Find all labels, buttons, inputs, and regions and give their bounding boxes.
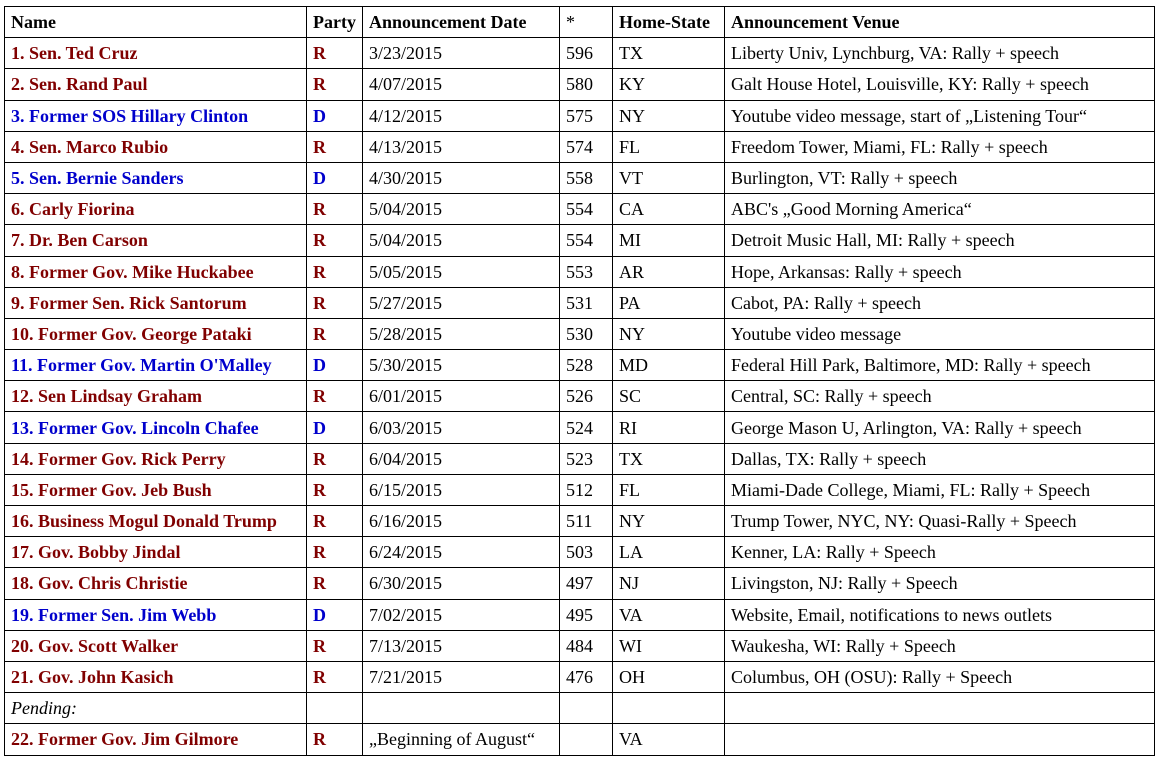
party-badge: R: [307, 474, 363, 505]
table-row: [5, 443, 1155, 474]
candidate-name: 20. Gov. Scott Walker: [5, 630, 307, 661]
announcement-venue: Trump Tower, NYC, NY: Quasi-Rally + Speech: [725, 506, 1155, 537]
days-count: 503: [560, 537, 613, 568]
days-count: 596: [560, 38, 613, 69]
party-badge: R: [307, 225, 363, 256]
announcement-date: 4/07/2015: [363, 69, 560, 100]
party-badge: R: [307, 630, 363, 661]
days-count: 476: [560, 661, 613, 692]
header-state: Home-State: [613, 7, 725, 38]
party-badge: R: [307, 568, 363, 599]
candidate-name: 17. Gov. Bobby Jindal: [5, 537, 307, 568]
announcement-venue: George Mason U, Arlington, VA: Rally + speech: [725, 412, 1155, 443]
table-row: [5, 412, 1155, 443]
announcement-venue: Hope, Arkansas: Rally + speech: [725, 256, 1155, 287]
days-count: 530: [560, 318, 613, 349]
candidate-name: 21. Gov. John Kasich: [5, 661, 307, 692]
candidate-name: 11. Former Gov. Martin O'Malley: [5, 350, 307, 381]
header-row: [5, 7, 1155, 38]
home-state: MI: [613, 225, 725, 256]
announcement-date: 6/04/2015: [363, 443, 560, 474]
table-row: [5, 568, 1155, 599]
announcement-date: 4/12/2015: [363, 100, 560, 131]
days-count: 580: [560, 69, 613, 100]
announcement-venue: Cabot, PA: Rally + speech: [725, 287, 1155, 318]
empty-cell: [725, 693, 1155, 724]
announcement-venue: Federal Hill Park, Baltimore, MD: Rally + speech: [725, 350, 1155, 381]
party-badge: R: [307, 287, 363, 318]
days-count: 524: [560, 412, 613, 443]
party-badge: R: [307, 69, 363, 100]
empty-cell: [560, 693, 613, 724]
table-row: [5, 69, 1155, 100]
home-state: SC: [613, 381, 725, 412]
table-row: [5, 506, 1155, 537]
home-state: MD: [613, 350, 725, 381]
table-row: [5, 38, 1155, 69]
party-badge: D: [307, 162, 363, 193]
candidate-name: 8. Former Gov. Mike Huckabee: [5, 256, 307, 287]
party-badge: R: [307, 724, 363, 755]
announcement-date: 6/24/2015: [363, 537, 560, 568]
candidate-name: 6. Carly Fiorina: [5, 194, 307, 225]
days-count: 554: [560, 194, 613, 225]
header-party: Party: [307, 7, 363, 38]
empty-cell: [307, 693, 363, 724]
home-state: TX: [613, 443, 725, 474]
empty-cell: [363, 693, 560, 724]
header-name: Name: [5, 7, 307, 38]
announcement-venue: Waukesha, WI: Rally + Speech: [725, 630, 1155, 661]
party-badge: R: [307, 131, 363, 162]
days-count: 554: [560, 225, 613, 256]
announcement-venue: Detroit Music Hall, MI: Rally + speech: [725, 225, 1155, 256]
table-row: [5, 537, 1155, 568]
home-state: PA: [613, 287, 725, 318]
candidate-name: 10. Former Gov. George Pataki: [5, 318, 307, 349]
candidate-name: 2. Sen. Rand Paul: [5, 69, 307, 100]
table-row: [5, 225, 1155, 256]
candidates-table: [4, 6, 1155, 756]
days-count: 526: [560, 381, 613, 412]
header-days: *: [560, 7, 613, 38]
pending-row: [5, 693, 1155, 724]
candidate-name: 7. Dr. Ben Carson: [5, 225, 307, 256]
days-count: 528: [560, 350, 613, 381]
announcement-venue: Burlington, VT: Rally + speech: [725, 162, 1155, 193]
header-venue: Announcement Venue: [725, 7, 1155, 38]
candidate-name: 13. Former Gov. Lincoln Chafee: [5, 412, 307, 443]
header-date: Announcement Date: [363, 7, 560, 38]
days-count: 511: [560, 506, 613, 537]
announcement-venue: Livingston, NJ: Rally + Speech: [725, 568, 1155, 599]
announcement-date: 7/21/2015: [363, 661, 560, 692]
party-badge: R: [307, 256, 363, 287]
announcement-date: 6/16/2015: [363, 506, 560, 537]
announcement-venue: Youtube video message: [725, 318, 1155, 349]
home-state: FL: [613, 474, 725, 505]
table-row: [5, 630, 1155, 661]
announcement-date: 5/30/2015: [363, 350, 560, 381]
announcement-venue: Galt House Hotel, Louisville, KY: Rally + speech: [725, 69, 1155, 100]
announcement-venue: Columbus, OH (OSU): Rally + Speech: [725, 661, 1155, 692]
party-badge: R: [307, 661, 363, 692]
announcement-date: 6/30/2015: [363, 568, 560, 599]
home-state: NY: [613, 100, 725, 131]
table-row: [5, 162, 1155, 193]
table-row: [5, 256, 1155, 287]
party-badge: R: [307, 443, 363, 474]
candidate-name: 15. Former Gov. Jeb Bush: [5, 474, 307, 505]
candidate-name: 3. Former SOS Hillary Clinton: [5, 100, 307, 131]
days-count: 484: [560, 630, 613, 661]
candidate-name: 14. Former Gov. Rick Perry: [5, 443, 307, 474]
candidate-name: 19. Former Sen. Jim Webb: [5, 599, 307, 630]
announcement-date: 5/05/2015: [363, 256, 560, 287]
pending-label: Pending:: [5, 693, 307, 724]
home-state: CA: [613, 194, 725, 225]
home-state: RI: [613, 412, 725, 443]
announcement-venue: [725, 724, 1155, 755]
candidate-name: 16. Business Mogul Donald Trump: [5, 506, 307, 537]
announcement-date: 4/30/2015: [363, 162, 560, 193]
table-row: [5, 381, 1155, 412]
announcement-date: 6/01/2015: [363, 381, 560, 412]
announcement-venue: Website, Email, notifications to news outlets: [725, 599, 1155, 630]
announcement-date: 6/15/2015: [363, 474, 560, 505]
announcement-date: 5/27/2015: [363, 287, 560, 318]
party-badge: R: [307, 194, 363, 225]
days-count: [560, 724, 613, 755]
table-row: [5, 287, 1155, 318]
days-count: 558: [560, 162, 613, 193]
announcement-venue: Kenner, LA: Rally + Speech: [725, 537, 1155, 568]
party-badge: D: [307, 412, 363, 443]
days-count: 575: [560, 100, 613, 131]
empty-cell: [613, 693, 725, 724]
table-row: [5, 599, 1155, 630]
home-state: TX: [613, 38, 725, 69]
announcement-date: 7/13/2015: [363, 630, 560, 661]
table-row: [5, 100, 1155, 131]
table-row: [5, 350, 1155, 381]
announcement-venue: Dallas, TX: Rally + speech: [725, 443, 1155, 474]
announcement-date: 5/04/2015: [363, 225, 560, 256]
party-badge: D: [307, 599, 363, 630]
home-state: VT: [613, 162, 725, 193]
party-badge: R: [307, 537, 363, 568]
home-state: OH: [613, 661, 725, 692]
announcement-venue: Youtube video message, start of „Listening Tour“: [725, 100, 1155, 131]
days-count: 497: [560, 568, 613, 599]
announcement-date: 7/02/2015: [363, 599, 560, 630]
days-count: 523: [560, 443, 613, 474]
table-row: [5, 318, 1155, 349]
party-badge: D: [307, 350, 363, 381]
candidate-name: 9. Former Sen. Rick Santorum: [5, 287, 307, 318]
announcement-date: 6/03/2015: [363, 412, 560, 443]
announcement-date: 3/23/2015: [363, 38, 560, 69]
announcement-date: 4/13/2015: [363, 131, 560, 162]
party-badge: D: [307, 100, 363, 131]
days-count: 553: [560, 256, 613, 287]
announcement-venue: Freedom Tower, Miami, FL: Rally + speech: [725, 131, 1155, 162]
home-state: NY: [613, 506, 725, 537]
announcement-date: 5/04/2015: [363, 194, 560, 225]
home-state: FL: [613, 131, 725, 162]
announcement-venue: ABC's „Good Morning America“: [725, 194, 1155, 225]
days-count: 495: [560, 599, 613, 630]
candidate-name: 1. Sen. Ted Cruz: [5, 38, 307, 69]
home-state: VA: [613, 599, 725, 630]
table-row: [5, 194, 1155, 225]
home-state: WI: [613, 630, 725, 661]
home-state: VA: [613, 724, 725, 755]
days-count: 512: [560, 474, 613, 505]
announcement-venue: Liberty Univ, Lynchburg, VA: Rally + speech: [725, 38, 1155, 69]
announcement-venue: Miami-Dade College, Miami, FL: Rally + Speech: [725, 474, 1155, 505]
announcement-date: „Beginning of August“: [363, 724, 560, 755]
announcement-venue: Central, SC: Rally + speech: [725, 381, 1155, 412]
home-state: KY: [613, 69, 725, 100]
days-count: 574: [560, 131, 613, 162]
table-row: [5, 131, 1155, 162]
candidate-name: 4. Sen. Marco Rubio: [5, 131, 307, 162]
home-state: NJ: [613, 568, 725, 599]
party-badge: R: [307, 381, 363, 412]
candidate-name: 12. Sen Lindsay Graham: [5, 381, 307, 412]
table-row: [5, 474, 1155, 505]
home-state: NY: [613, 318, 725, 349]
table-row: [5, 724, 1155, 755]
candidate-name: 5. Sen. Bernie Sanders: [5, 162, 307, 193]
party-badge: R: [307, 318, 363, 349]
home-state: LA: [613, 537, 725, 568]
table-row: [5, 661, 1155, 692]
party-badge: R: [307, 38, 363, 69]
announcement-date: 5/28/2015: [363, 318, 560, 349]
candidate-name: 18. Gov. Chris Christie: [5, 568, 307, 599]
home-state: AR: [613, 256, 725, 287]
candidate-name: 22. Former Gov. Jim Gilmore: [5, 724, 307, 755]
days-count: 531: [560, 287, 613, 318]
party-badge: R: [307, 506, 363, 537]
